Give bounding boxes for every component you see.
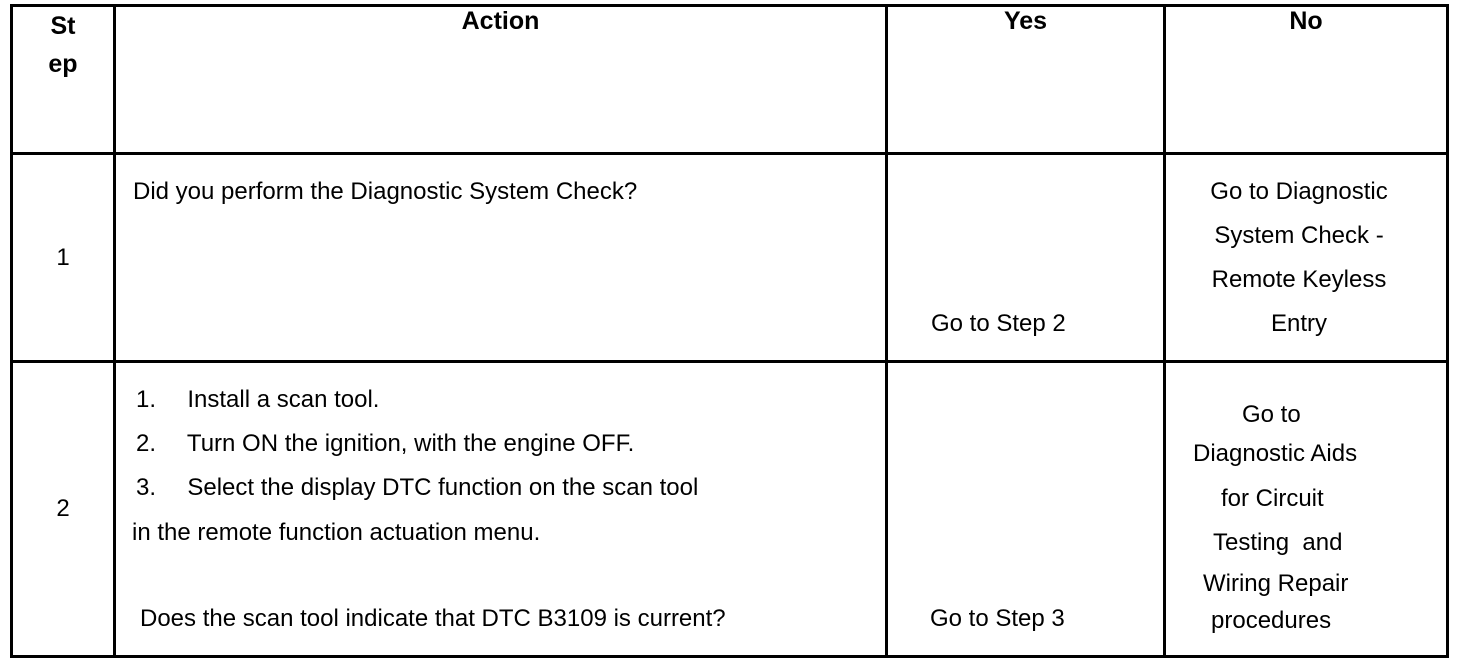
action-step-text: Turn ON the ignition, with the engine OFF.	[186, 430, 635, 457]
header-no: No	[1165, 6, 1448, 154]
action-step	[136, 378, 379, 422]
no-cell	[1165, 362, 1448, 657]
action-step-text: Install a scan tool.	[187, 386, 380, 413]
header-step-line2: ep	[48, 50, 78, 78]
yes-cell	[887, 362, 1165, 657]
action-step	[136, 422, 634, 466]
no-line: Entry	[1270, 310, 1327, 337]
no-line: Diagnostic Aids	[1193, 440, 1358, 467]
header-step-line1: St	[50, 12, 76, 40]
no-text	[1152, 170, 1446, 346]
diagnostic-table	[10, 4, 1449, 658]
header-action: Action	[115, 6, 887, 154]
no-line: System Check -	[1214, 222, 1384, 249]
action-step	[136, 466, 698, 510]
no-cell	[1165, 154, 1448, 362]
action-text: Did you perform the Diagnostic System Check?	[133, 178, 638, 205]
action-question: Does the scan tool indicate that DTC B3109 is current?	[140, 605, 726, 632]
action-step-number: 1.	[136, 386, 157, 413]
yes-cell	[887, 154, 1165, 362]
action-step-number: 2.	[136, 430, 157, 457]
no-line: Go to Diagnostic	[1210, 178, 1388, 205]
no-line: Go to	[1242, 401, 1301, 428]
header-yes: Yes	[887, 6, 1165, 154]
step-number: 1	[12, 154, 115, 362]
step-number: 2	[12, 362, 115, 657]
header-step	[12, 6, 115, 154]
action-cell	[115, 154, 887, 362]
yes-text: Go to Step 2	[931, 310, 1066, 337]
header-row	[12, 6, 1448, 154]
table-row	[12, 154, 1448, 362]
table-row	[12, 362, 1448, 657]
no-line: procedures	[1211, 607, 1332, 634]
yes-text: Go to Step 3	[930, 605, 1065, 632]
no-line: for Circuit	[1221, 485, 1324, 512]
action-cell	[115, 362, 887, 657]
no-line: Remote Keyless	[1211, 266, 1387, 293]
no-line: Testing and	[1213, 529, 1343, 556]
no-line: Wiring Repair	[1203, 570, 1349, 597]
action-step-number: 3.	[136, 474, 157, 501]
action-step-text: Select the display DTC function on the scan tool	[187, 474, 699, 501]
action-continuation: in the remote function actuation menu.	[132, 519, 541, 546]
